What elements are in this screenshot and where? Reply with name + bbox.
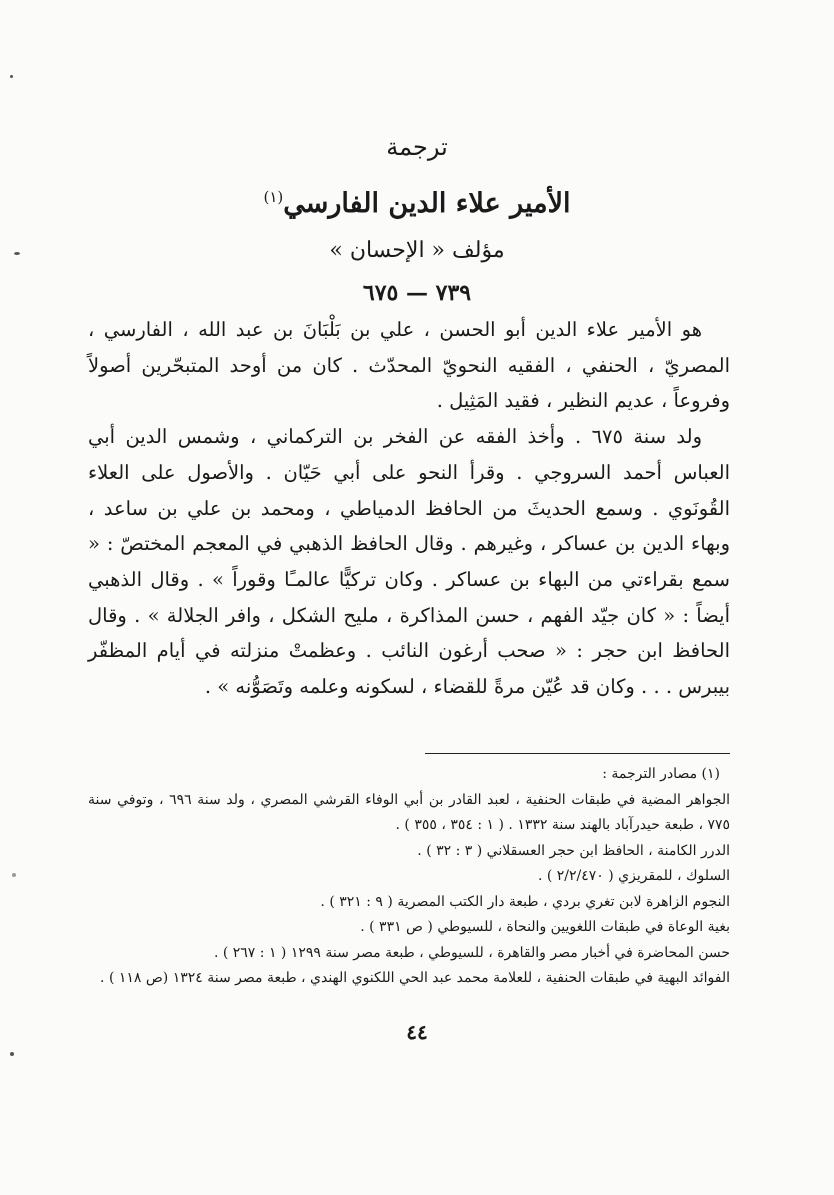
scan-speck (10, 1052, 14, 1056)
life-dates: ٧٣٩ — ٦٧٥ (362, 280, 472, 306)
footnote-marker: (١) (263, 188, 284, 206)
scan-speck (12, 873, 16, 877)
author-of-heading: مؤلف « الإحسان » (329, 238, 505, 263)
biography-header (0, 132, 834, 307)
tarjama-heading: ترجمة (386, 133, 448, 161)
biography-body (88, 312, 730, 705)
footnotes (88, 762, 730, 992)
footnote-source: الدرر الكامنة ، الحافظ ابن حجر العسقلاني ( ٣ : ٣٢ ) . (417, 842, 730, 859)
footnote-heading: (١) مصادر الترجمة : (602, 766, 720, 782)
body-paragraph: هو الأمير علاء الدين أبو الحسن ، علي بن بَلْبَانَ بن عبد الله ، الفارسي ، المصريّ ، الحنفي ، الفقيه النحويّ المحدّث . كان من أوحد المتبحّرين أصولاً وفروعاً ، عديم النظير ، فقيد المَثِيل . (88, 318, 730, 413)
footnote-source: حسن المحاضرة في أخبار مصر والقاهرة ، للسيوطي ، طبعة مصر سنة ١٢٩٩ ( ١ : ٢٦٧ ) . (213, 944, 730, 961)
footnote-source: بغية الوعاة في طبقات اللغويين والنحاة ، للسيوطي ( ص ٣٣١ ) . (360, 919, 730, 935)
scan-speck (14, 252, 20, 255)
footnote-divider (425, 753, 730, 754)
scan-speck (10, 75, 13, 78)
page-number: ٤٤ (406, 1020, 428, 1044)
body-paragraph: ولد سنة ٦٧٥ . وأخذ الفقه عن الفخر بن التركماني ، وشمس الدين أبي العباس أحمد السروجي . وقرأ النحو على أبي حَيّان . والأصول على العلاء القُونَوي . وسمع الحديثَ من الحافظ الدمياطي ، ومحمد بن علي بن ساعد ، وبهاء الدين بن عساكر ، وغيرهم . وقال الحافظ الذهبي في المعجم المختصّ : « سمع بقراءتي من البهاء بن عساكر . وكان تركيًّا عالمـًا وقوراً » . وقال الذهبي أيضاً : « كان جيّد الفهم ، حسن المذاكرة ، مليح الشكل ، وافر الجلالة » . وقال الحافظ ابن حجر : « صحب أرغون النائب . وعظمتْ منزلته في أيام المظفّر بيبرس . . . وكان قد عُيّن مرةً للقضاء ، لسكونه وعلمه وتَصَوُّنه » . (88, 425, 730, 699)
footnote-source: السلوك ، للمقريزي ( ٢/٢/٤٧٠ ) . (537, 868, 730, 884)
footnote-source: النجوم الزاهرة لابن تغري بردي ، طبعة دار الكتب المصرية ( ٩ : ٣٢١ ) . (320, 893, 730, 910)
footnote-source: الفوائد البهية في طبقات الحنفية ، للعلامة محمد عبد الحي اللكنوي الهندي ، طبعة مصر سنة ١٣٢٤ (ص ١١٨ ) . (100, 970, 730, 986)
subject-name-heading (0, 180, 834, 221)
subject-name: الأمير علاء الدين الفارسي (283, 188, 571, 219)
footnote-source: الجواهر المضية في طبقات الحنفية ، لعبد القادر بن أبي الوفاء القرشي المصري ، ولد سنة ٦٩٦ ، وتوفي سنة ٧٧٥ ، طبعة حيدرآباد بالهند سنة ١٣٣٢ . ( ١ : ٣٥٤ ، ٣٥٥ ) . (88, 791, 730, 833)
